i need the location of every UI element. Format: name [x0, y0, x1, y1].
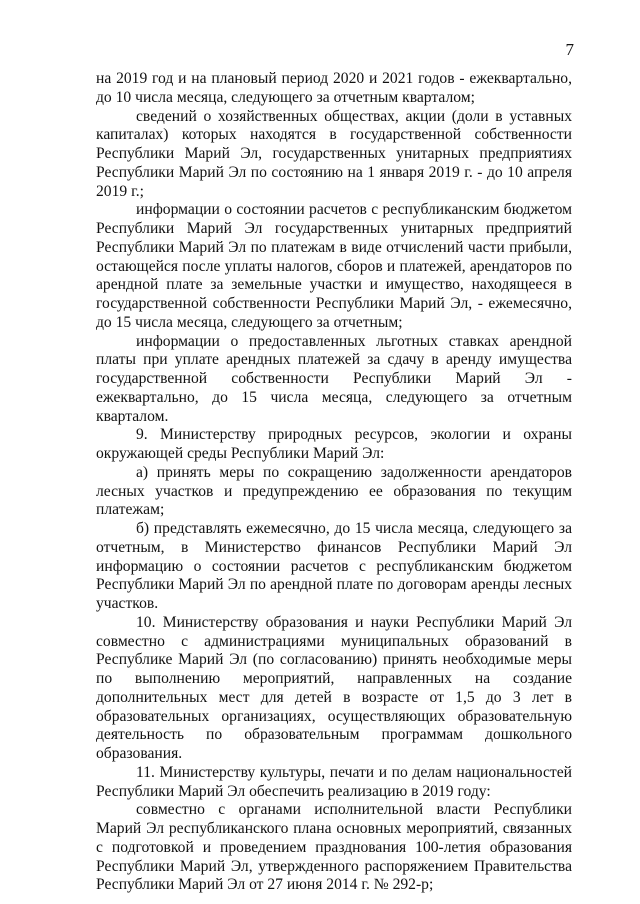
- paragraph: 10. Министерству образования и науки Республики Марий Эл совместно с администрациями муниципальных образований в Республике Марий Эл (по согласованию) принять необходимые меры по выполнению мероприятий, направленных на создание дополнительных мест для детей в возрасте от 1,5 до 3 лет в образовательных организациях, осуществляющих образовательную деятельность по образовательным программам дошкольного образования.: [96, 613, 572, 762]
- paragraph: б) представлять ежемесячно, до 15 числа месяца, следующего за отчетным, в Министерство финансов Республики Марий Эл информацию о состоянии расчетов с республиканским бюджетом Республики Марий Эл по арендной плате по договорам аренды лесных участков.: [96, 520, 572, 612]
- paragraph: информации о предоставленных льготных ставках арендной платы при уплате арендных платежей за сдачу в аренду имущества государственной собственности Республики Марий Эл - ежеквартально, до 15 числа месяца, следующего за отчетным кварталом.: [96, 332, 572, 425]
- paragraph: 11. Министерству культуры, печати и по делам национальностей Республики Марий Эл обеспечить реализацию в 2019 году:: [96, 763, 572, 800]
- paragraph: на 2019 год и на плановый период 2020 и 2021 годов - ежеквартально, до 10 числа месяца, следующего за отчетным кварталом;: [96, 70, 572, 106]
- document-body: [96, 70, 572, 895]
- paragraph: совместно с органами исполнительной власти Республики Марий Эл республиканского плана основных мероприятий, связанных с подготовкой и проведением празднования 100-летия образования Республики Марий Эл, утвержденного распоряжением Правительства Республики Марий Эл от 27 июня 2014 г. № 292-р;: [96, 801, 572, 894]
- paragraph: а) принять меры по сокращению задолженности арендаторов лесных участков и предупреждению ее образования по текущим платежам;: [96, 463, 572, 519]
- page-number: 7: [565, 40, 574, 59]
- paragraph: информации о состоянии расчетов с республиканским бюджетом Республики Марий Эл государственных унитарных предприятий Республики Марий Эл по платежам в виде отчислений части прибыли, остающейся после уплаты налогов, сборов и платежей, арендаторов по арендной плате за земельные участки и имущество, находящееся в государственной собственности Республики Марий Эл, - ежемесячно, до 15 числа месяца, следующего за отчетным;: [96, 201, 572, 331]
- paragraph: сведений о хозяйственных обществах, акции (доли в уставных капиталах) которых находятся в государственной собственности Республики Марий Эл, государственных унитарных предприятиях Республики Марий Эл по состоянию на 1 января 2019 г. - до 10 апреля 2019 г.;: [96, 107, 572, 200]
- paragraph: 9. Министерству природных ресурсов, экологии и охраны окружающей среды Республики Марий Эл:: [96, 426, 572, 462]
